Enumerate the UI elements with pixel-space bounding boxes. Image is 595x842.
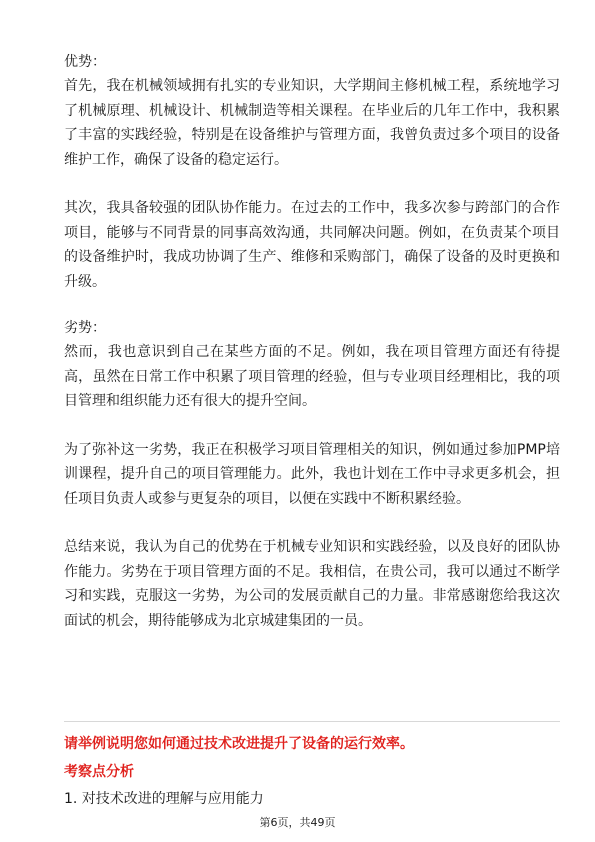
answer-body <box>64 50 560 633</box>
section-divider <box>64 721 560 722</box>
analysis-title: 考察点分析 <box>64 764 134 780</box>
analysis-point-1: 1. 对技术改进的理解与应用能力 <box>64 791 264 807</box>
page-footer: 第6页，共49页 <box>259 816 336 829</box>
disadvantages-label: 劣势： <box>64 320 106 336</box>
summary-paragraph: 总结来说，我认为自己的优势在于机械专业知识和实践经验，以及良好的团队协作能力。劣势在于项目管理方面的不足。我相信，在贵公司，我可以通过不断学习和实践，克服这一劣势，为公司的发展贡献自己的力量。非常感谢您给我这次面试的机会，期待能够成为北京城建集团的一员。 <box>64 539 560 629</box>
disadvantages-paragraph-2: 为了弥补这一劣势，我正在积极学习项目管理相关的知识，例如通过参加PMP培训课程，提升自己的项目管理能力。此外，我也计划在工作中寻求更多机会，担任项目负责人或参与更复杂的项目，以便在实践中不断积累经验。 <box>64 441 560 507</box>
advantages-paragraph-2: 其次，我具备较强的团队协作能力。在过去的工作中，我多次参与跨部门的合作项目，能够与不同背景的同事高效沟通，共同解决问题。例如，在负责某个项目的设备维护时，我成功协调了生产、维修和采购部门，确保了设备的及时更换和升级。 <box>64 200 560 290</box>
interview-question: 请举例说明您如何通过技术改进提升了设备的运行效率。 <box>64 736 414 752</box>
advantages-paragraph-1: 首先，我在机械领域拥有扎实的专业知识，大学期间主修机械工程，系统地学习了机械原理、机械设计、机械制造等相关课程。在毕业后的几年工作中，我积累了丰富的实践经验，特别是在设备维护与管理方面，我曾负责过多个项目的设备维护工作，确保了设备的稳定运行。 <box>64 78 560 168</box>
advantages-label: 优势： <box>64 54 106 70</box>
disadvantages-paragraph-1: 然而，我也意识到自己在某些方面的不足。例如，我在项目管理方面还有待提高，虽然在日常工作中积累了项目管理的经验，但与专业项目经理相比，我的项目管理和组织能力还有很大的提升空间。 <box>64 344 560 409</box>
